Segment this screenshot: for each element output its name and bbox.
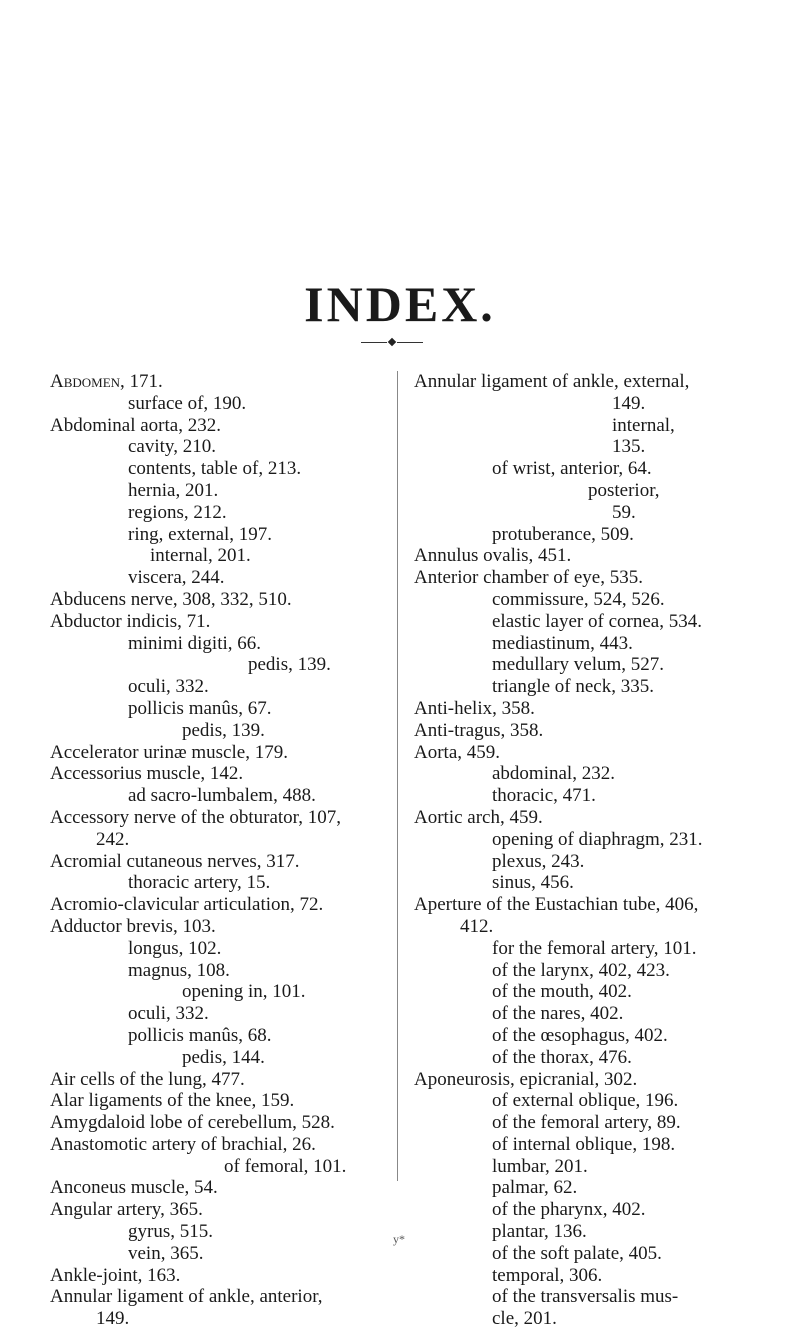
index-column-left: [50, 371, 392, 1330]
index-entry: of the œsophagus, 402.: [492, 1024, 668, 1046]
index-entry: elastic layer of cornea, 534.: [492, 610, 702, 632]
index-entry: hernia, 201.: [128, 479, 219, 501]
index-entry: ring, external, 197.: [128, 523, 273, 545]
index-entry: Aortic arch, 459.: [414, 806, 543, 828]
index-column-right: [414, 371, 766, 1330]
index-entry: Annular ligament of ankle, external,: [414, 371, 690, 392]
index-entry: opening of diaphragm, 231.: [492, 828, 703, 850]
index-entry: of the mouth, 402.: [492, 981, 632, 1003]
index-entry: triangle of neck, 335.: [492, 676, 654, 698]
index-entry: commissure, 524, 526.: [492, 588, 665, 610]
index-entry: Abducens nerve, 308, 332, 510.: [50, 588, 292, 610]
index-entry: pollicis manûs, 67.: [128, 697, 272, 719]
index-entry: 135.: [612, 436, 646, 458]
index-entry: Anterior chamber of eye, 535.: [414, 567, 643, 589]
index-entry: Acromial cutaneous nerves, 317.: [50, 850, 300, 872]
diamond-ornament-icon: [388, 338, 396, 346]
title-ornament: [361, 336, 423, 350]
index-entry: opening in, 101.: [182, 981, 306, 1003]
index-entry: internal, 201.: [150, 545, 251, 567]
index-entry: of external oblique, 196.: [492, 1090, 679, 1112]
index-entry: Ankle-joint, 163.: [50, 1264, 181, 1286]
index-entry: Anti-tragus, 358.: [414, 719, 544, 741]
index-entry: Acromio-clavicular articulation, 72.: [50, 894, 324, 916]
index-entry: protuberance, 509.: [492, 523, 634, 545]
ornament-rule-left: [361, 342, 387, 343]
index-entry: 242.: [96, 828, 130, 850]
ornament-rule-right: [397, 342, 423, 343]
index-entry: 412.: [460, 915, 494, 937]
index-entry: of the transversalis mus-: [492, 1286, 679, 1308]
index-entry: magnus, 108.: [128, 959, 230, 981]
index-entry: Annulus ovalis, 451.: [414, 545, 572, 567]
index-entry: thoracic, 471.: [492, 785, 596, 807]
index-entry: viscera, 244.: [128, 567, 225, 589]
index-entry: of the soft palate, 405.: [492, 1242, 662, 1264]
footer-mark: y*: [393, 1232, 405, 1246]
index-entry: abdominal, 232.: [492, 763, 615, 785]
index-entry: internal,: [612, 414, 675, 436]
index-entry: Annular ligament of ankle, anterior,: [50, 1286, 323, 1308]
index-entry: Aperture of the Eustachian tube, 406,: [414, 894, 699, 916]
index-entry: for the femoral artery, 101.: [492, 937, 697, 959]
index-entry: posterior,: [588, 479, 660, 501]
index-entry: Air cells of the lung, 477.: [50, 1068, 245, 1090]
index-entry: temporal, 306.: [492, 1264, 603, 1286]
index-entry: pollicis manûs, 68.: [128, 1024, 272, 1046]
index-entry: of wrist, anterior, 64.: [492, 458, 652, 480]
index-entry: Accessorius muscle, 142.: [50, 763, 244, 785]
index-entry: Amygdaloid lobe of cerebellum, 528.: [50, 1112, 335, 1134]
index-entry: palmar, 62.: [492, 1177, 578, 1199]
index-entry: lumbar, 201.: [492, 1155, 588, 1177]
index-entry: oculi, 332.: [128, 676, 209, 698]
index-entry: plantar, 136.: [492, 1221, 587, 1243]
index-entry: Anti-helix, 358.: [414, 697, 535, 719]
index-entry: of the pharynx, 402.: [492, 1199, 646, 1221]
index-entry: 149.: [612, 392, 646, 414]
index-entry: of the nares, 402.: [492, 1003, 624, 1025]
index-entry: ad sacro-lumbalem, 488.: [128, 785, 316, 807]
index-entry: Anastomotic artery of brachial, 26.: [50, 1133, 316, 1155]
index-entry: Accessory nerve of the obturator, 107,: [50, 806, 342, 828]
index-entry: Angular artery, 365.: [50, 1199, 203, 1221]
index-entry: pedis, 139.: [182, 719, 265, 741]
index-entry: vein, 365.: [128, 1242, 204, 1264]
index-entry: pedis, 144.: [182, 1046, 265, 1068]
index-entry: Anconeus muscle, 54.: [50, 1177, 218, 1199]
index-entry: sinus, 456.: [492, 872, 574, 894]
column-divider: [397, 371, 398, 1181]
index-entry: thoracic artery, 15.: [128, 872, 271, 894]
index-entry: of the thorax, 476.: [492, 1046, 632, 1068]
index-entry: cle, 201.: [492, 1308, 557, 1330]
index-entry: Aponeurosis, epicranial, 302.: [414, 1068, 638, 1090]
index-entry: of the femoral artery, 89.: [492, 1112, 681, 1134]
index-entry: mediastinum, 443.: [492, 632, 633, 654]
index-entry: regions, 212.: [128, 501, 227, 523]
index-entry: Accelerator urinæ muscle, 179.: [50, 741, 288, 763]
index-entry: gyrus, 515.: [128, 1221, 213, 1243]
index-entry: of the larynx, 402, 423.: [492, 959, 670, 981]
index-entry: contents, table of, 213.: [128, 458, 302, 480]
index-entry: Abdominal aorta, 232.: [50, 414, 221, 436]
index-entry: 149.: [96, 1308, 130, 1330]
index-entry: Abdomen, 171.: [50, 371, 163, 392]
index-entry: pedis, 139.: [248, 654, 331, 676]
index-entry: oculi, 332.: [128, 1003, 209, 1025]
index-entry: medullary velum, 527.: [492, 654, 665, 676]
index-entry: minimi digiti, 66.: [128, 632, 262, 654]
index-entry: of femoral, 101.: [224, 1155, 347, 1177]
index-entry: of internal oblique, 198.: [492, 1133, 676, 1155]
index-entry: Aorta, 459.: [414, 741, 501, 763]
index-entry: Alar ligaments of the knee, 159.: [50, 1090, 295, 1112]
page-title: INDEX.: [304, 275, 496, 332]
index-entry: Adductor brevis, 103.: [50, 915, 216, 937]
index-entry: plexus, 243.: [492, 850, 585, 872]
index-entry: Abductor indicis, 71.: [50, 610, 211, 632]
index-entry: surface of, 190.: [128, 392, 247, 414]
index-entry: cavity, 210.: [128, 436, 216, 458]
index-entry: 59.: [612, 501, 636, 523]
index-entry: longus, 102.: [128, 937, 222, 959]
